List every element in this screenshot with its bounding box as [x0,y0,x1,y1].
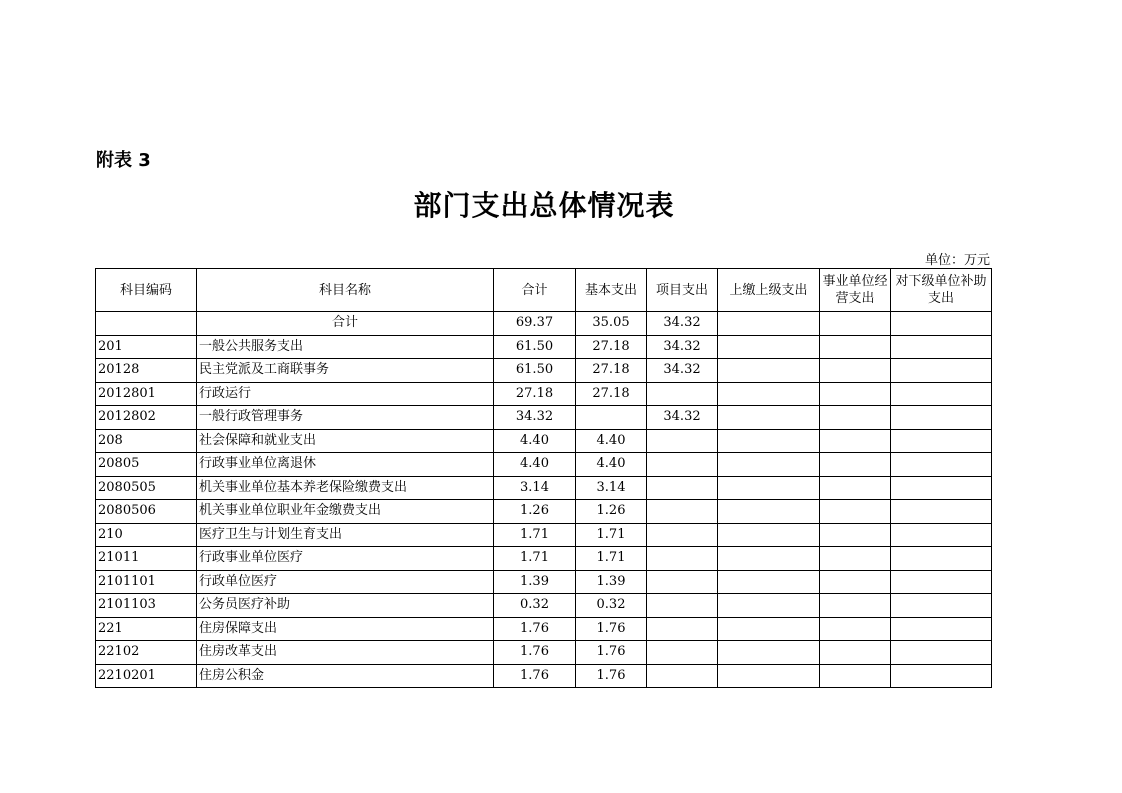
cell-subsidy [891,594,992,618]
page-title: 部门支出总体情况表 [413,189,675,222]
cell-code: 21011 [96,547,197,571]
table-row [96,406,992,430]
cell-upper [718,453,820,477]
cell-subsidy [891,641,992,665]
cell-upper [718,476,820,500]
header-total: 合计 [494,269,576,312]
cell-upper [718,382,820,406]
cell-project [647,547,718,571]
cell-subsidy [891,523,992,547]
cell-code: 2012801 [96,382,197,406]
cell-subsidy [891,570,992,594]
cell-code: 22102 [96,641,197,665]
cell-business [820,429,891,453]
cell-upper [718,594,820,618]
cell-code: 221 [96,617,197,641]
cell-upper [718,523,820,547]
cell-subsidy [891,664,992,688]
table-row [96,476,992,500]
cell-basic [576,406,647,430]
cell-name: 住房改革支出 [197,641,494,665]
cell-basic: 3.14 [576,476,647,500]
cell-subsidy [891,335,992,359]
cell-subsidy [891,312,992,336]
cell-name: 机关事业单位基本养老保险缴费支出 [197,476,494,500]
table-row [96,641,992,665]
cell-business [820,382,891,406]
cell-project [647,500,718,524]
cell-code: 2101103 [96,594,197,618]
cell-name: 合计 [197,312,494,336]
table-header-row [96,269,992,312]
cell-name: 住房保障支出 [197,617,494,641]
table-row [96,500,992,524]
cell-total: 1.76 [494,664,576,688]
table-row [96,523,992,547]
cell-total: 61.50 [494,335,576,359]
cell-project [647,594,718,618]
cell-upper [718,406,820,430]
cell-upper [718,641,820,665]
cell-code [96,312,197,336]
cell-code: 2101101 [96,570,197,594]
cell-basic: 1.26 [576,500,647,524]
cell-name: 机关事业单位职业年金缴费支出 [197,500,494,524]
cell-name: 住房公积金 [197,664,494,688]
cell-total: 27.18 [494,382,576,406]
cell-basic: 1.76 [576,664,647,688]
cell-project: 34.32 [647,312,718,336]
table-row [96,570,992,594]
cell-upper [718,312,820,336]
cell-business [820,453,891,477]
table-row [96,335,992,359]
cell-business [820,617,891,641]
table-row [96,429,992,453]
cell-basic: 4.40 [576,429,647,453]
cell-subsidy [891,476,992,500]
table-row-total [96,312,992,336]
cell-basic: 27.18 [576,359,647,383]
cell-total: 1.76 [494,617,576,641]
cell-name: 行政事业单位离退休 [197,453,494,477]
table-row [96,664,992,688]
cell-business [820,335,891,359]
cell-subsidy [891,547,992,571]
cell-business [820,664,891,688]
cell-business [820,523,891,547]
cell-upper [718,335,820,359]
cell-total: 1.71 [494,523,576,547]
cell-upper [718,359,820,383]
cell-total: 69.37 [494,312,576,336]
cell-upper [718,429,820,453]
cell-project [647,664,718,688]
cell-code: 2210201 [96,664,197,688]
cell-project [647,523,718,547]
cell-subsidy [891,429,992,453]
expenditure-table [95,268,992,688]
cell-business [820,476,891,500]
cell-code: 210 [96,523,197,547]
cell-subsidy [891,617,992,641]
cell-name: 社会保障和就业支出 [197,429,494,453]
cell-total: 4.40 [494,429,576,453]
cell-total: 0.32 [494,594,576,618]
cell-business [820,312,891,336]
cell-name: 公务员医疗补助 [197,594,494,618]
header-basic: 基本支出 [576,269,647,312]
cell-basic: 35.05 [576,312,647,336]
cell-total: 4.40 [494,453,576,477]
cell-project [647,429,718,453]
cell-code: 201 [96,335,197,359]
cell-project: 34.32 [647,335,718,359]
table-row [96,382,992,406]
cell-total: 3.14 [494,476,576,500]
cell-subsidy [891,500,992,524]
cell-project [647,476,718,500]
cell-project: 34.32 [647,406,718,430]
cell-total: 1.39 [494,570,576,594]
header-subsidy: 对下级单位补助支出 [891,269,992,312]
cell-business [820,570,891,594]
cell-code: 2080505 [96,476,197,500]
cell-basic: 27.18 [576,382,647,406]
table-row [96,453,992,477]
cell-total: 34.32 [494,406,576,430]
cell-name: 民主党派及工商联事务 [197,359,494,383]
cell-name: 行政事业单位医疗 [197,547,494,571]
cell-project [647,617,718,641]
cell-business [820,500,891,524]
cell-basic: 1.71 [576,523,647,547]
cell-basic: 0.32 [576,594,647,618]
header-business: 事业单位经营支出 [820,269,891,312]
cell-code: 20128 [96,359,197,383]
cell-basic: 4.40 [576,453,647,477]
table-row [96,617,992,641]
cell-name: 一般公共服务支出 [197,335,494,359]
table-row [96,359,992,383]
cell-name: 行政运行 [197,382,494,406]
cell-project [647,641,718,665]
cell-business [820,641,891,665]
cell-total: 61.50 [494,359,576,383]
cell-upper [718,500,820,524]
header-upper: 上缴上级支出 [718,269,820,312]
header-name: 科目名称 [197,269,494,312]
cell-business [820,359,891,383]
cell-basic: 1.76 [576,641,647,665]
cell-project [647,382,718,406]
cell-total: 1.76 [494,641,576,665]
cell-total: 1.71 [494,547,576,571]
cell-basic: 1.76 [576,617,647,641]
unit-note: 单位：万元 [924,253,990,268]
cell-total: 1.26 [494,500,576,524]
cell-project: 34.32 [647,359,718,383]
cell-upper [718,547,820,571]
cell-project [647,570,718,594]
cell-basic: 1.39 [576,570,647,594]
cell-upper [718,617,820,641]
cell-code: 2080506 [96,500,197,524]
header-project: 项目支出 [647,269,718,312]
cell-business [820,594,891,618]
cell-project [647,453,718,477]
table-row [96,594,992,618]
cell-subsidy [891,359,992,383]
appendix-label: 附表 3 [96,150,151,171]
cell-business [820,547,891,571]
cell-code: 208 [96,429,197,453]
cell-code: 20805 [96,453,197,477]
cell-upper [718,664,820,688]
table-row [96,547,992,571]
cell-subsidy [891,406,992,430]
cell-name: 行政单位医疗 [197,570,494,594]
cell-basic: 1.71 [576,547,647,571]
cell-upper [718,570,820,594]
cell-subsidy [891,382,992,406]
cell-subsidy [891,453,992,477]
header-code: 科目编码 [96,269,197,312]
cell-name: 医疗卫生与计划生育支出 [197,523,494,547]
cell-business [820,406,891,430]
cell-name: 一般行政管理事务 [197,406,494,430]
cell-code: 2012802 [96,406,197,430]
cell-basic: 27.18 [576,335,647,359]
